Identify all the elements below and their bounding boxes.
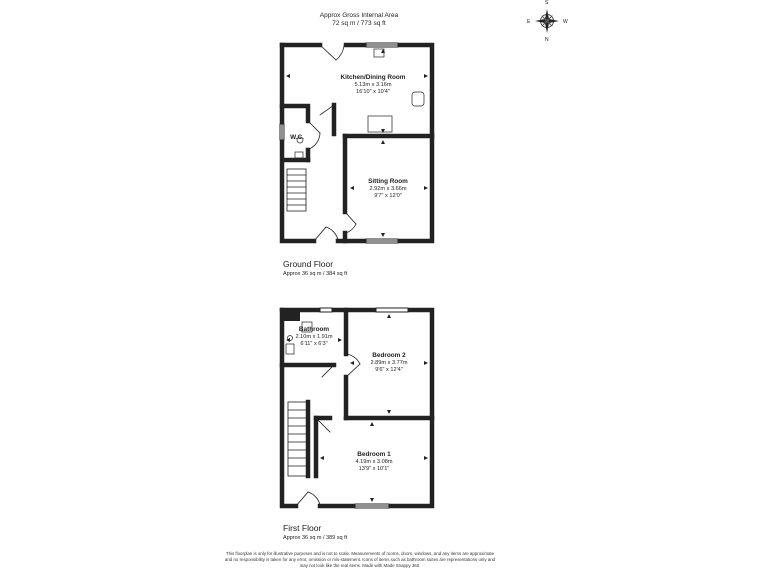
room-label-kitchen (318, 74, 428, 97)
ground-floor-title: Ground Floor (283, 259, 334, 269)
compass-s: N (545, 37, 549, 43)
first-floor-area: Approx 36 sq m / 389 sq ft (283, 535, 348, 541)
room-name: Bathroom (298, 326, 330, 333)
disclaimer-line-1: This floorplan is only for illustrative purposes and is not to scale. Measurements of rooms, doors, windows, and any items are approximate (225, 551, 495, 556)
disclaimer-line-2: and no responsibility is taken for any error, omission or mis-statement. Icons of items such as bathroom suites are representations only and (224, 557, 496, 562)
kitchen-fixtures (295, 49, 424, 158)
room-metric: 5.13m x 3.16m (354, 81, 392, 88)
room-name: Sitting Room (368, 178, 408, 185)
room-imperial: 16'10" x 10'4" (356, 89, 390, 95)
window-marks (280, 43, 398, 243)
first-stairs (288, 402, 308, 476)
disclaimer (190, 551, 530, 569)
room-imperial: 9'7" x 12'0" (374, 193, 402, 199)
room-name: Bedroom 1 (357, 451, 391, 458)
compass-w: W (563, 19, 568, 25)
room-imperial: 13'9" x 10'1" (358, 466, 390, 472)
room-imperial: 6'11" x 6'3" (300, 341, 328, 347)
room-name: W.C. (290, 134, 304, 141)
room-metric: 2.10m x 1.91m (295, 333, 333, 340)
summary-title: Approx Gross Internal Area (319, 12, 399, 19)
room-label-bedroom-1 (324, 451, 424, 474)
compass-icon (535, 9, 559, 33)
room-label-bedroom-2 (345, 352, 433, 375)
ground-floor-area: Approx 36 sq m / 384 sq ft (283, 271, 348, 277)
room-label-bathroom (276, 326, 352, 349)
compass-e: E (527, 19, 531, 25)
room-name: Bedroom 2 (372, 352, 406, 359)
room-label-sitting (340, 178, 436, 201)
disclaimer-line-3: may not look like the real items. Made with Made Snappy 360. (299, 563, 421, 568)
first-floor-title: First Floor (283, 523, 322, 533)
room-label-wc (286, 134, 308, 142)
compass-n: S (545, 0, 549, 6)
room-metric: 4.19m x 3.08m (355, 458, 393, 465)
room-imperial: 9'6" x 12'4" (375, 367, 403, 373)
room-metric: 2.89m x 3.77m (370, 359, 408, 366)
summary-area: 72 sq m / 773 sq ft (332, 20, 386, 27)
room-name: Kitchen/Dining Room (340, 74, 406, 81)
ground-stairs (287, 169, 306, 211)
ground-floor-plan (280, 43, 432, 243)
room-metric: 2.92m x 3.66m (369, 185, 407, 192)
first-door-swings (296, 354, 360, 506)
